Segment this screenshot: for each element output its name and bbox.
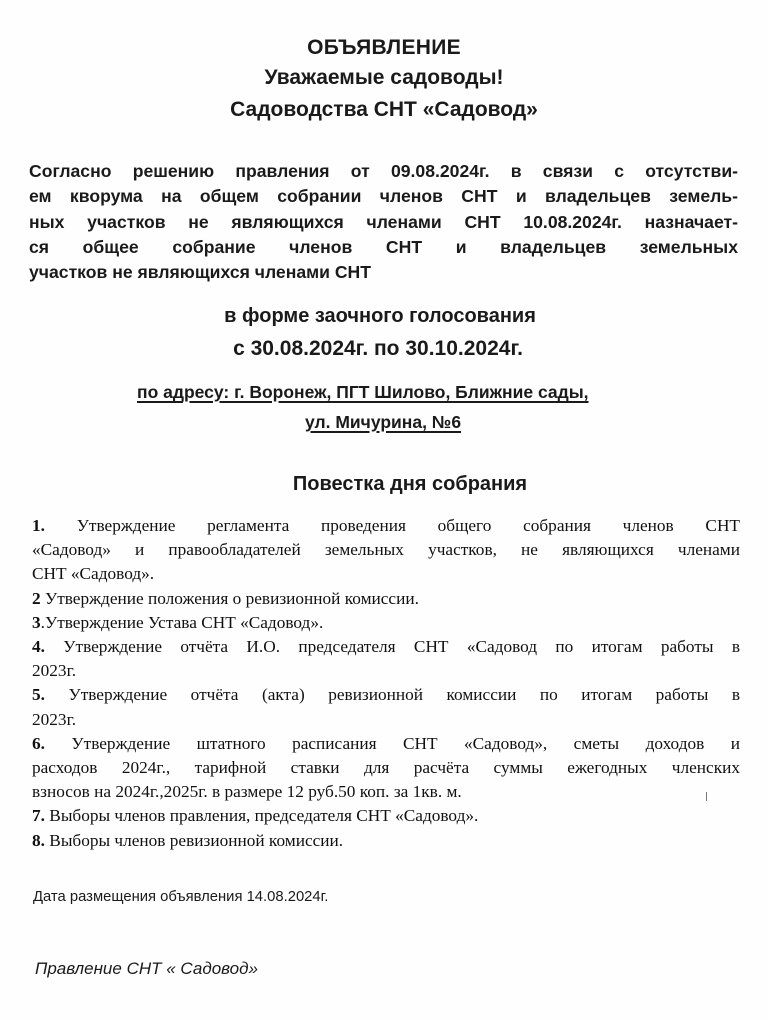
signature: Правление СНТ « Садовод»	[35, 959, 258, 978]
organization-name: Садоводства СНТ «Садовод»	[230, 98, 538, 121]
agenda-item-text: Выборы членов правления, председателя СНТ «Садовод».	[44, 806, 479, 826]
agenda-item-5	[32, 683, 740, 707]
agenda-item-1-cont: «Садовод» и правообладателей земельных участков, не являющихся членами	[32, 540, 740, 560]
intro-line: ся общее собрание членов СНТ и владельцев земельных	[29, 236, 738, 257]
voting-period: с 30.08.2024г. по 30.10.2024г.	[233, 337, 523, 360]
agenda-item-5-cont: 2023г.	[32, 709, 77, 729]
agenda-item-text: Утверждение регламента проведения общего собрания членов СНТ	[44, 516, 740, 535]
intro-line: Согласно решению правления от 09.08.2024г. в связи с отсутстви-	[29, 161, 738, 181]
agenda-item-8	[32, 829, 740, 853]
document-title: ОБЪЯВЛЕНИЕ	[307, 36, 461, 59]
agenda-item-4-cont: 2023г.	[32, 661, 77, 681]
scan-mark	[706, 792, 707, 801]
agenda-item-4	[32, 635, 740, 659]
agenda-item-1-cont: СНТ «Садовод».	[32, 564, 155, 584]
agenda-item-3	[32, 611, 740, 635]
agenda-item-6-cont: взносов на 2024г.,2025г. в размере 12 руб.50 коп. за 1кв. м.	[32, 782, 462, 802]
address-line-2: ул. Мичурина, №6	[305, 412, 462, 432]
agenda-item-text: Утверждение отчёта И.О. председателя СНТ «Садовод по итогам работы в	[44, 637, 740, 657]
agenda-item-number: 4.	[32, 637, 45, 657]
agenda-item-6-cont: расходов 2024г., тарифной ставки для расчёта суммы ежегодных членских	[32, 758, 740, 778]
agenda-item-7	[32, 804, 740, 828]
intro-line: участков не являющихся членами СНТ	[29, 262, 372, 283]
agenda-item-text: .Утверждение Устава СНТ «Садовод».	[40, 612, 324, 632]
agenda-item-number: 6.	[32, 733, 45, 753]
agenda-item-text: Утверждение положения о ревизионной комиссии.	[40, 588, 419, 608]
agenda-item-number: 8.	[32, 830, 45, 850]
greeting: Уважаемые садоводы!	[264, 66, 504, 89]
agenda-list	[32, 514, 740, 853]
agenda-item-number: 5.	[32, 685, 45, 705]
agenda-item-number: 7.	[32, 806, 45, 826]
agenda-item-1	[32, 514, 740, 538]
agenda-title: Повестка дня собрания	[292, 473, 528, 495]
agenda-item-number: 3	[32, 612, 41, 632]
agenda-item-2	[32, 587, 740, 611]
intro-line: ных участков не являющихся членами СНТ 10.08.2024г. назначает-	[29, 211, 738, 232]
address-line-1: по адресу: г. Воронеж, ПГТ Шилово, Ближние сады,	[137, 382, 589, 402]
intro-line: ем кворума на общем собрании членов СНТ и владельцев земель-	[29, 186, 738, 207]
agenda-item-number: 2	[32, 588, 41, 608]
agenda-item-text: Утверждение отчёта (акта) ревизионной комиссии по итогам работы в	[44, 685, 740, 705]
voting-form: в форме заочного голосования	[224, 305, 536, 327]
agenda-item-text: Выборы членов ревизионной комиссии.	[44, 830, 344, 850]
agenda-item-6	[32, 732, 740, 756]
intro-paragraph	[29, 159, 738, 285]
agenda-item-text: Утверждение штатного расписания СНТ «Садовод», сметы доходов и	[44, 733, 740, 753]
agenda-item-number: 1.	[32, 516, 45, 535]
posting-date: Дата размещения объявления 14.08.2024г.	[33, 889, 329, 905]
